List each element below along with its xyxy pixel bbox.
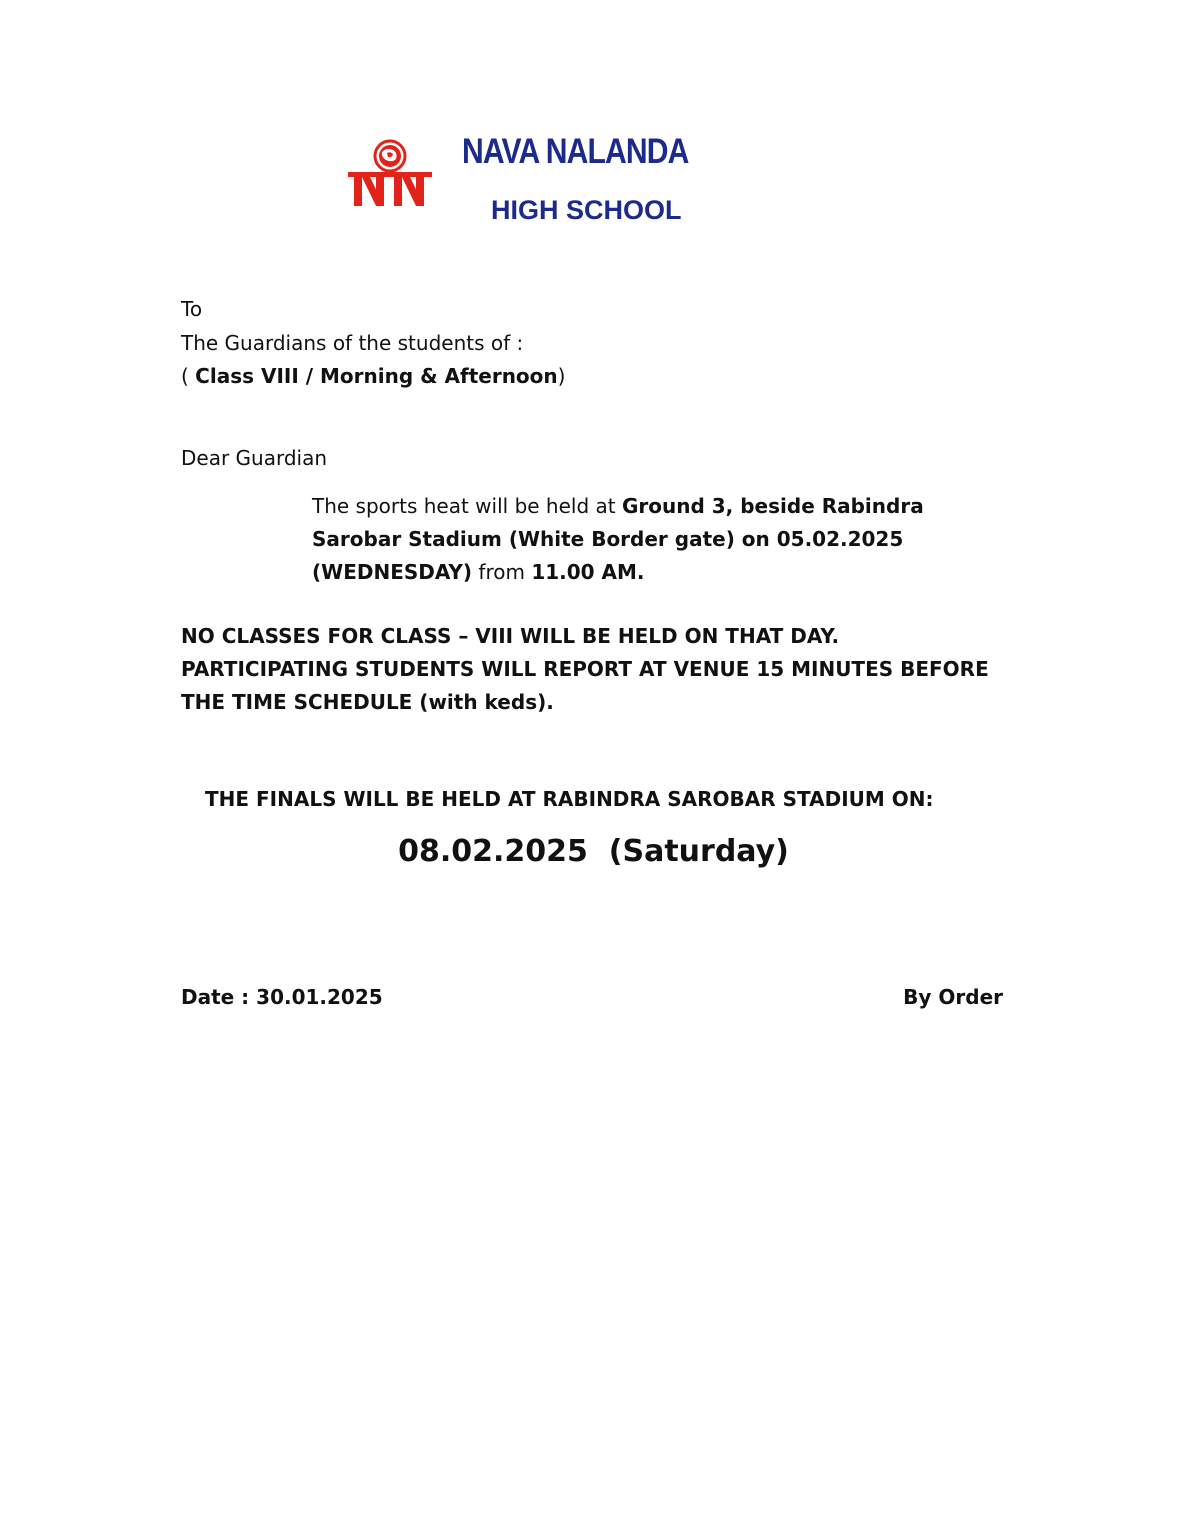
body-time: 11.00 AM. (531, 560, 645, 584)
address-class-line (181, 360, 565, 393)
address-recipients: The Guardians of the students of : (181, 331, 524, 355)
salutation: Dear Guardian (181, 446, 328, 470)
body-intro: The sports heat will be held at (312, 494, 622, 518)
footer-by-order: By Order (903, 985, 1003, 1009)
close-paren: ) (557, 364, 566, 388)
address-to: To (181, 297, 203, 321)
body-paragraph (181, 490, 1003, 589)
footer-date: Date : 30.01.2025 (181, 985, 383, 1009)
open-paren: ( (181, 364, 196, 388)
body-venue: Ground 3, beside Rabindra Sarobar Stadium (White Border gate) on 05.02.2025 (WEDNESDAY) (312, 494, 924, 584)
finals-announcement: THE FINALS WILL BE HELD AT RABINDRA SAROBAR STADIUM ON: (205, 787, 934, 811)
school-subtitle: HIGH SCHOOL (491, 195, 682, 225)
class-info: Class VIII / Morning & Afternoon (195, 364, 558, 388)
school-name: NAVA NALANDA (462, 132, 689, 171)
body-from: from (472, 560, 532, 584)
notice-paragraph: NO CLASSES FOR CLASS – VIII WILL BE HELD ON THAT DAY. PARTICIPATING STUDENTS WILL REPORT AT VENUE 15 MINUTES BEFORE THE TIME SCHEDULE (with keds). (181, 624, 989, 714)
finals-date: 08.02.2025 (Saturday) (398, 834, 789, 869)
nn-globe-logo-icon (346, 138, 434, 210)
